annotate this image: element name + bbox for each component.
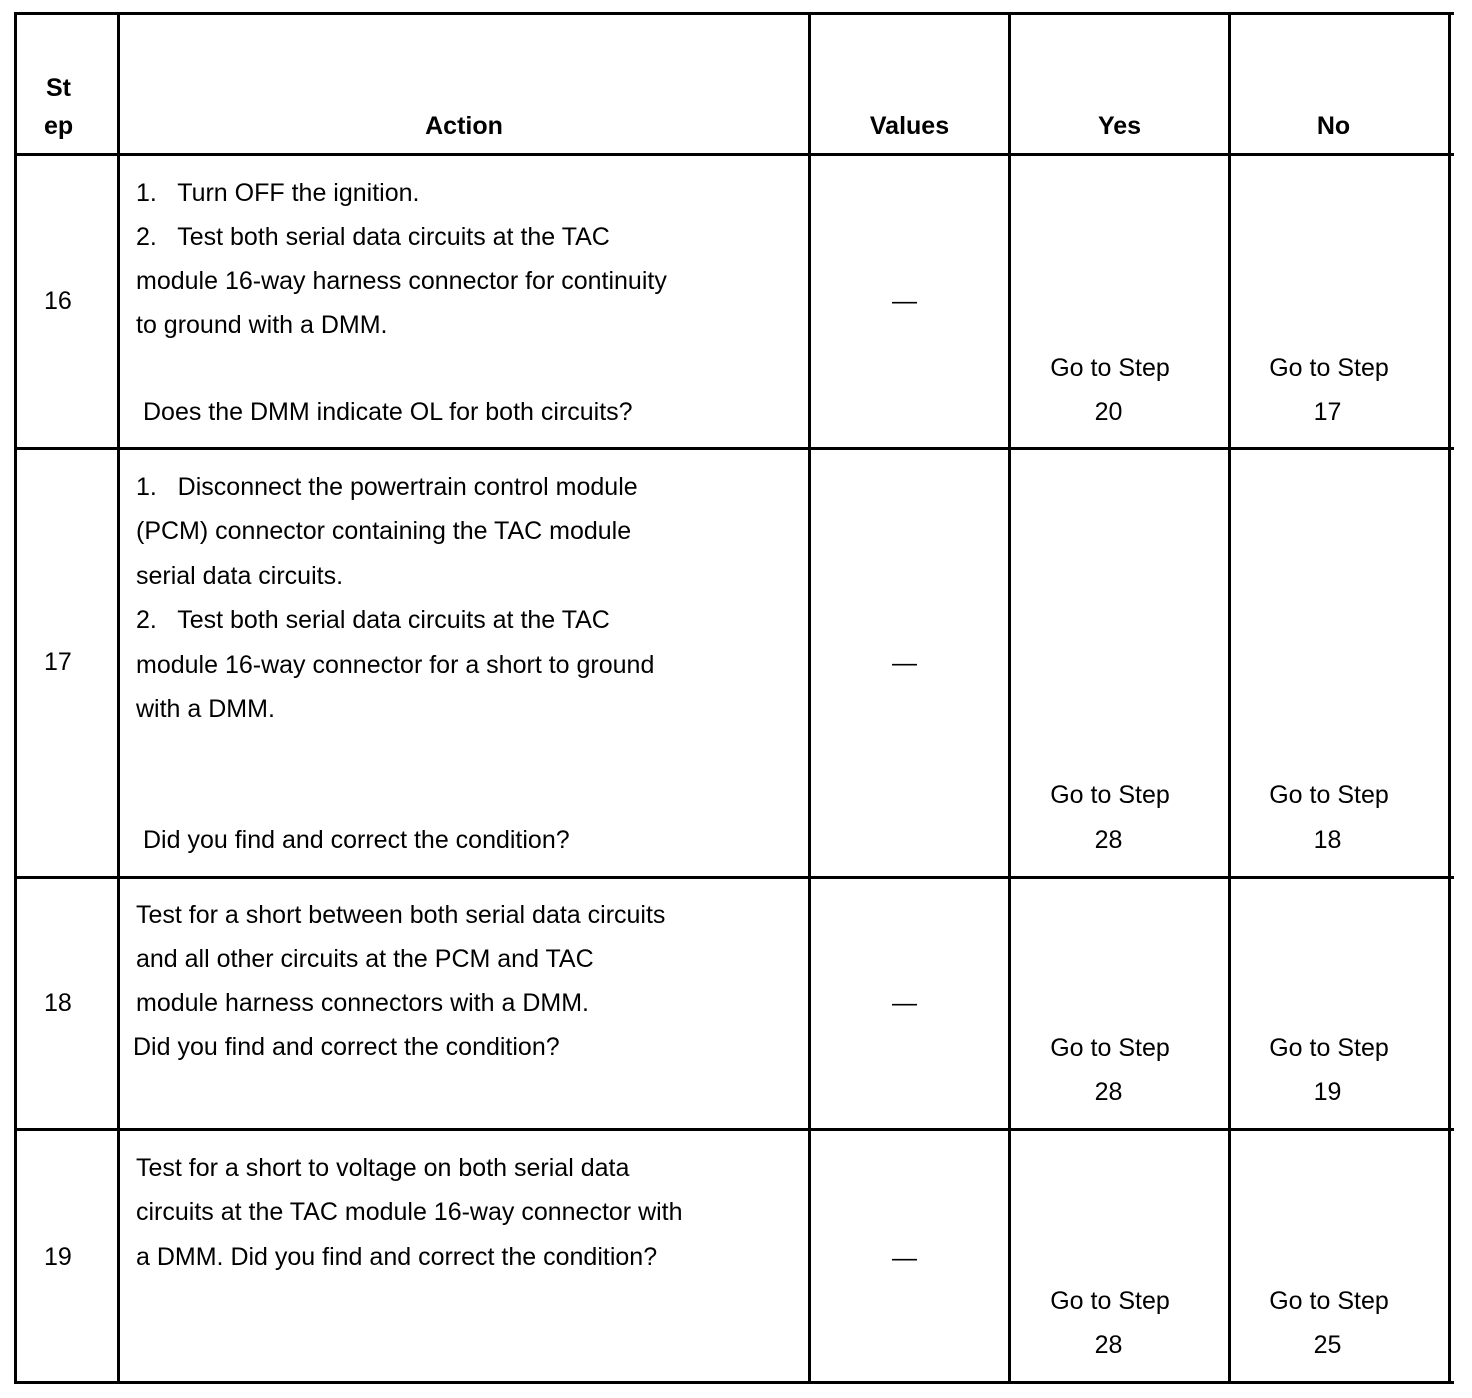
no-goto-step: 19 bbox=[1313, 1078, 1342, 1106]
action-line: with a DMM. bbox=[136, 695, 275, 723]
action-line: module 16-way connector for a short to ground bbox=[136, 651, 655, 679]
header-action: Action bbox=[425, 112, 503, 140]
action-line: 1. Turn OFF the ignition. bbox=[136, 179, 420, 207]
header-step-line2: ep bbox=[44, 112, 74, 140]
action-line: circuits at the TAC module 16-way connector with bbox=[136, 1198, 683, 1226]
rule-bottom bbox=[14, 1381, 1454, 1384]
rule-step-action bbox=[117, 12, 120, 1384]
no-goto-step: 18 bbox=[1313, 826, 1342, 854]
rule-row-16-bottom bbox=[14, 447, 1454, 450]
no-goto-label: Go to Step bbox=[1269, 354, 1389, 382]
rule-row-18-bottom bbox=[14, 1128, 1454, 1131]
yes-goto-label: Go to Step bbox=[1050, 781, 1170, 809]
action-line: (PCM) connector containing the TAC module bbox=[136, 517, 632, 545]
rule-row-17-bottom bbox=[14, 876, 1454, 879]
action-question: Did you find and correct the condition? bbox=[133, 1033, 560, 1061]
action-line: 2. Test both serial data circuits at the TAC bbox=[136, 223, 610, 251]
header-values: Values bbox=[869, 112, 950, 140]
values-cell: — bbox=[892, 649, 917, 677]
header-step-line1: St bbox=[46, 74, 71, 102]
rule-values-yes bbox=[1008, 12, 1011, 1384]
no-goto-label: Go to Step bbox=[1269, 1287, 1389, 1315]
action-line: a DMM. Did you find and correct the condition? bbox=[136, 1243, 658, 1271]
action-line: serial data circuits. bbox=[136, 562, 344, 590]
rule-yes-no bbox=[1228, 12, 1231, 1384]
yes-goto-step: 28 bbox=[1094, 826, 1123, 854]
no-goto-step: 25 bbox=[1313, 1331, 1342, 1359]
no-goto-step: 17 bbox=[1313, 398, 1342, 426]
rule-header-bottom bbox=[14, 153, 1454, 156]
action-line: 2. Test both serial data circuits at the TAC bbox=[136, 606, 610, 634]
step-number: 19 bbox=[44, 1243, 72, 1271]
yes-goto-label: Go to Step bbox=[1050, 1034, 1170, 1062]
yes-goto-step: 28 bbox=[1094, 1078, 1123, 1106]
yes-goto-label: Go to Step bbox=[1050, 1287, 1170, 1315]
action-line: Test for a short to voltage on both serial data bbox=[136, 1154, 630, 1182]
action-line: 1. Disconnect the powertrain control module bbox=[136, 473, 638, 501]
no-goto-label: Go to Step bbox=[1269, 1034, 1389, 1062]
step-number: 18 bbox=[44, 989, 72, 1017]
yes-goto-step: 20 bbox=[1094, 398, 1123, 426]
action-question: Does the DMM indicate OL for both circuits? bbox=[143, 398, 633, 426]
rule-left bbox=[14, 12, 17, 1384]
action-line: module 16-way harness connector for continuity bbox=[136, 267, 667, 295]
rule-right bbox=[1448, 12, 1451, 1384]
rule-top bbox=[14, 12, 1454, 15]
action-line: to ground with a DMM. bbox=[136, 311, 388, 339]
header-no: No bbox=[1316, 112, 1351, 140]
header-yes: Yes bbox=[1097, 112, 1142, 140]
action-question: Did you find and correct the condition? bbox=[143, 826, 570, 854]
action-line: and all other circuits at the PCM and TAC bbox=[136, 945, 594, 973]
values-cell: — bbox=[892, 287, 917, 315]
rule-action-values bbox=[808, 12, 811, 1384]
no-goto-label: Go to Step bbox=[1269, 781, 1389, 809]
values-cell: — bbox=[892, 989, 917, 1017]
yes-goto-label: Go to Step bbox=[1050, 354, 1170, 382]
step-number: 17 bbox=[44, 648, 72, 676]
action-line: Test for a short between both serial data circuits bbox=[136, 901, 666, 929]
step-number: 16 bbox=[44, 287, 72, 315]
action-line: module harness connectors with a DMM. bbox=[136, 989, 589, 1017]
yes-goto-step: 28 bbox=[1094, 1331, 1123, 1359]
values-cell: — bbox=[892, 1244, 917, 1272]
